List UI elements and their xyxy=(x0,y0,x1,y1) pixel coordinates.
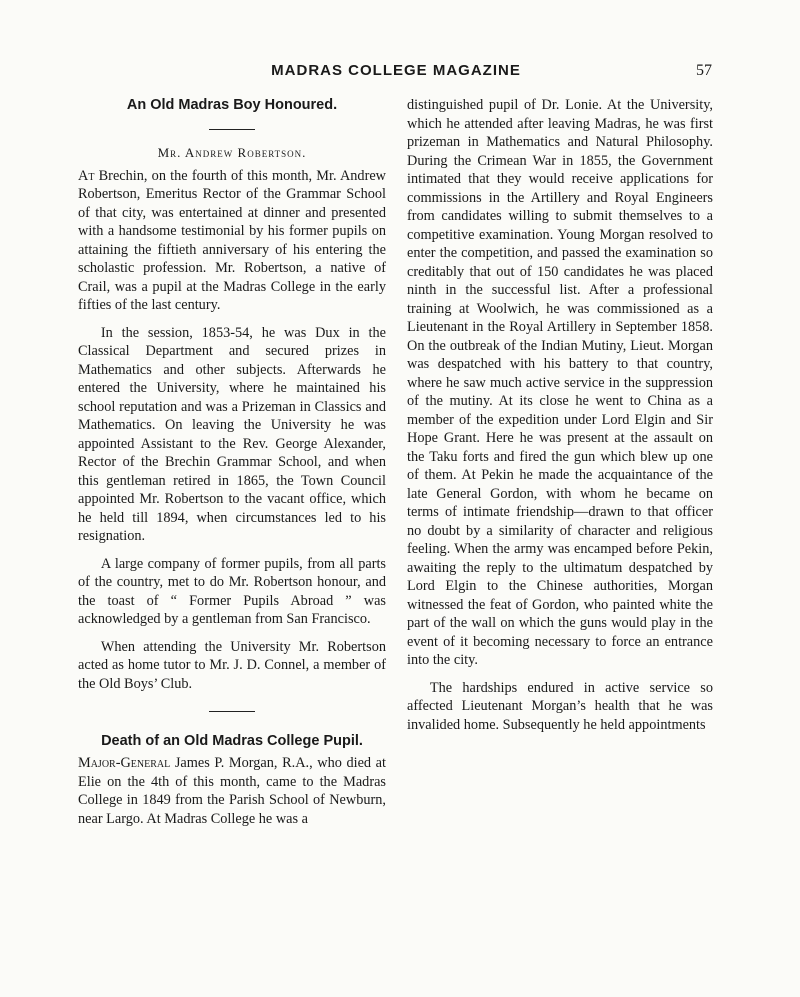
lead-words: Major-General xyxy=(78,755,171,771)
article-paragraph: In the session, 1853-54, he was Dux in the Classical Department and secured prizes in Mathematics and other subjects. Afterwards he entered the University, where he maintained his school reputation and was a Prizeman in Classics and Mathematics. On leaving the University he was appointed Assistant to the Rev. George Alexander, Rector of the Brechin Grammar School, and when this gentleman retired in 1865, the Town Council appointed Mr. Robertson to the vacant office, which he held till 1894, when circumstances led to his resignation. xyxy=(78,324,386,544)
article-paragraph: When attending the University Mr. Robertson acted as home tutor to Mr. J. D. Connel, a member of the Old Boys’ Club. xyxy=(78,638,386,692)
article-paragraph xyxy=(78,167,386,315)
article-paragraph: The hardships endured in active service so affected Lieutenant Morgan’s health that he was invalided home. Subsequently he held appointments xyxy=(407,679,713,733)
page-header xyxy=(80,62,712,84)
article-paragraph xyxy=(78,754,386,828)
running-title: MADRAS COLLEGE MAGAZINE xyxy=(271,62,521,79)
article-paragraph: distinguished pupil of Dr. Lonie. At the University, which he attended after leaving Madras, he was first prizeman in Mathematics and Natural Philosophy. During the Crimean War in 1855, the Government intimated that they would receive applications for commissions in the Artillery and Royal Engineers from candidates willing to submit themselves to a competitive examination. Young Morgan resolved to enter the competition, and passed the examination so creditably that out of 150 candidates he was placed ninth in the successful list. After a professional training at Woolwich, he was commissioned as a Lieutenant in the Royal Artillery in September 1858. On the outbreak of the Indian Mutiny, Lieut. Morgan was despatched with his battery to that country, where he saw much active service in the suppression of the mutiny. At its close he went to China as a member of the expedition under Lord Elgin and Sir Hope Grant. Here he was present at the assault on the Taku forts and fired the gun which blew up one of them. At Pekin he made the acquaintance of the late General Gordon, with whom he became on terms of intimate friendship—drawn to that officer no doubt by a similarity of character and religious feeling. When the army was encamped before Pekin, awaiting the reply to the ultimatum despatched by Lord Elgin to the Chinese authorities, Morgan witnessed the feat of Gordon, who painted white the part of the wall on which the guns would play in the event of it becoming necessary to force an entrance into the city. xyxy=(407,97,713,668)
paragraph-text: Brechin, on the fourth of this month, Mr. Andrew Robertson, Emeritus Rector of the Grammar School of that city, was entertained at dinner and presented with a handsome testimonial by his former pupils on attaining the fiftieth anniversary of his entering the scholastic profession. Mr. Robertson, a native of Crail, was a pupil at the Madras College in the early fifties of the last century. xyxy=(78,167,386,313)
paragraph-text: James P. Morgan, R.A., who died at Elie on the 4th of this month, came to the Madras College in 1849 from the Parish School of Newburn, near Largo. At Madras College he was a xyxy=(78,755,386,827)
section-rule xyxy=(209,129,255,130)
article-headline: An Old Madras Boy Honoured. xyxy=(126,97,338,113)
article-paragraph: A large company of former pupils, from all parts of the country, met to do Mr. Robertson honour, and the toast of “ Former Pupils Abroad ” was acknowledged by a gentleman from San Francisco. xyxy=(78,555,386,627)
article-headline: Death of an Old Madras College Pupil. xyxy=(101,733,363,749)
page-number: 57 xyxy=(696,62,712,79)
section-rule xyxy=(209,711,255,712)
right-column xyxy=(407,96,713,734)
lead-words: At xyxy=(78,167,95,184)
article-byline: Mr. Andrew Robertson. xyxy=(157,145,307,160)
left-column xyxy=(78,96,386,828)
